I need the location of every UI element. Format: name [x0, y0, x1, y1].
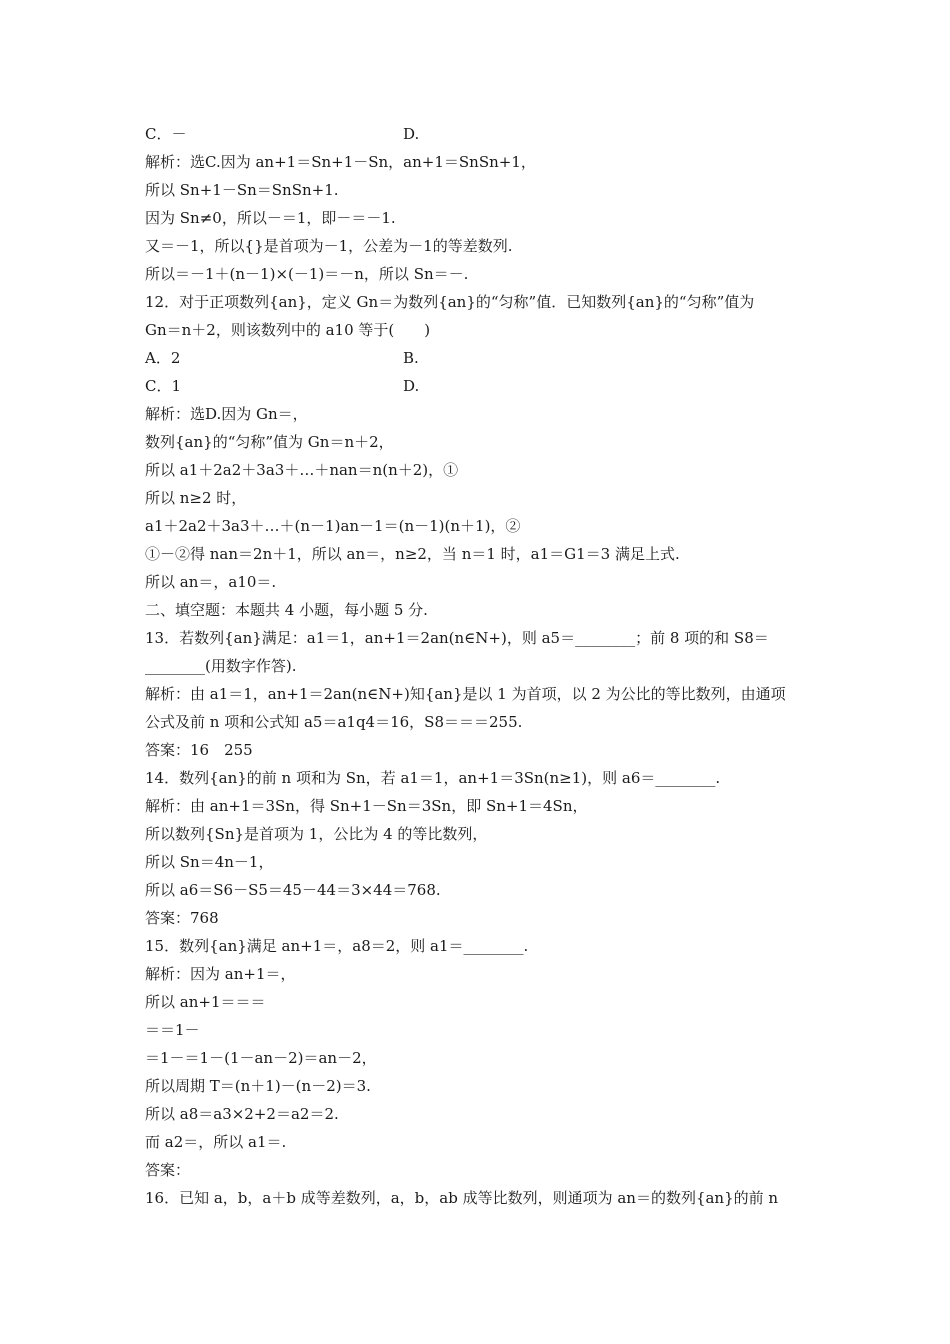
text-line: 所以 an+1＝＝＝ — [145, 993, 266, 1011]
option-d-q11: D. — [403, 125, 420, 143]
text-line: 所以 n≥2 时， — [145, 489, 247, 507]
text-line: 所以 Sn＝4n－1， — [145, 853, 274, 871]
text-line: 所以 a1＋2a2＋3a3＋…＋nan＝n(n＋2)，① — [145, 461, 459, 479]
text-line: 所以＝－1＋(n－1)×(－1)＝－n，所以 Sn＝－. — [145, 265, 469, 283]
question-13: 13．若数列{an}满足：a1＝1，an+1＝2an(n∈N+)，则 a5＝________；前 8 项的和 S8＝ — [145, 629, 769, 647]
question-16: 16．已知 a，b，a＋b 成等差数列，a，b，ab 成等比数列，则通项为 an＝的数列{an}的前 n — [145, 1189, 779, 1207]
text-line: 而 a2＝，所以 a1＝. — [145, 1133, 287, 1151]
option-a-q12: A．2 — [145, 349, 181, 367]
text-line: 因为 Sn≠0，所以－＝1，即－＝－1. — [145, 209, 396, 227]
text-line: 又＝－1，所以{}是首项为－1，公差为－1的等差数列. — [145, 237, 513, 255]
text-line: a1＋2a2＋3a3＋…＋(n－1)an－1＝(n－1)(n＋1)，② — [145, 517, 521, 535]
section-heading: 二、填空题：本题共 4 小题，每小题 5 分. — [145, 601, 428, 619]
question-14: 14．数列{an}的前 n 项和为 Sn，若 a1＝1，an+1＝3Sn(n≥1)，则 a6＝________. — [145, 769, 721, 787]
option-c-q11: C．－ — [145, 125, 187, 143]
text-line: ________(用数字作答). — [145, 657, 297, 675]
text-line: 所以 an＝，a10＝. — [145, 573, 277, 591]
text-line: 解析：由 a1＝1，an+1＝2an(n∈N+)知{an}是以 1 为首项，以 2 为公比的等比数列，由通项 — [145, 685, 786, 703]
question-15: 15．数列{an}满足 an+1＝，a8＝2，则 a1＝________. — [145, 937, 529, 955]
answer-line: 答案：768 — [145, 909, 219, 927]
text-line: 解析：因为 an+1＝， — [145, 965, 296, 983]
question-12: 12．对于正项数列{an}，定义 Gn＝为数列{an}的“匀称”值．已知数列{an}的“匀称”值为 — [145, 293, 755, 311]
option-b-q12: B. — [403, 349, 419, 367]
text-line: ＝1－＝1－(1－an－2)＝an－2， — [145, 1049, 377, 1067]
answer-line: 答案： — [145, 1161, 191, 1179]
text-line: 数列{an}的“匀称”值为 Gn＝n＋2， — [145, 433, 394, 451]
option-d-q12: D. — [403, 377, 420, 395]
text-line: ＝＝1－ — [145, 1021, 200, 1039]
text-line: 所以周期 T＝(n＋1)－(n－2)＝3. — [145, 1077, 371, 1095]
text-line: 公式及前 n 项和公式知 a5＝a1q4＝16，S8＝＝＝255. — [145, 713, 523, 731]
text-line: 所以 Sn+1－Sn＝SnSn+1. — [145, 181, 339, 199]
text-line: 解析：选C.因为 an+1＝Sn+1－Sn，an+1＝SnSn+1， — [145, 153, 536, 171]
answer-line: 答案：16 255 — [145, 741, 253, 759]
text-line: 所以 a8＝a3×2+2＝a2＝2. — [145, 1105, 339, 1123]
option-c-q12: C．1 — [145, 377, 182, 395]
text-line: 所以 a6＝S6－S5＝45－44＝3×44＝768. — [145, 881, 441, 899]
text-line: 所以数列{Sn}是首项为 1，公比为 4 的等比数列， — [145, 825, 488, 843]
text-line: ①－②得 nan＝2n＋1，所以 an＝，n≥2，当 n＝1 时，a1＝G1＝3 满足上式. — [145, 545, 680, 563]
text-line: 解析：选D.因为 Gn＝， — [145, 405, 308, 423]
text-line: 解析：由 an+1＝3Sn，得 Sn+1－Sn＝3Sn，即 Sn+1＝4Sn， — [145, 797, 588, 815]
text-line: Gn＝n＋2，则该数列中的 a10 等于( ) — [145, 321, 431, 339]
